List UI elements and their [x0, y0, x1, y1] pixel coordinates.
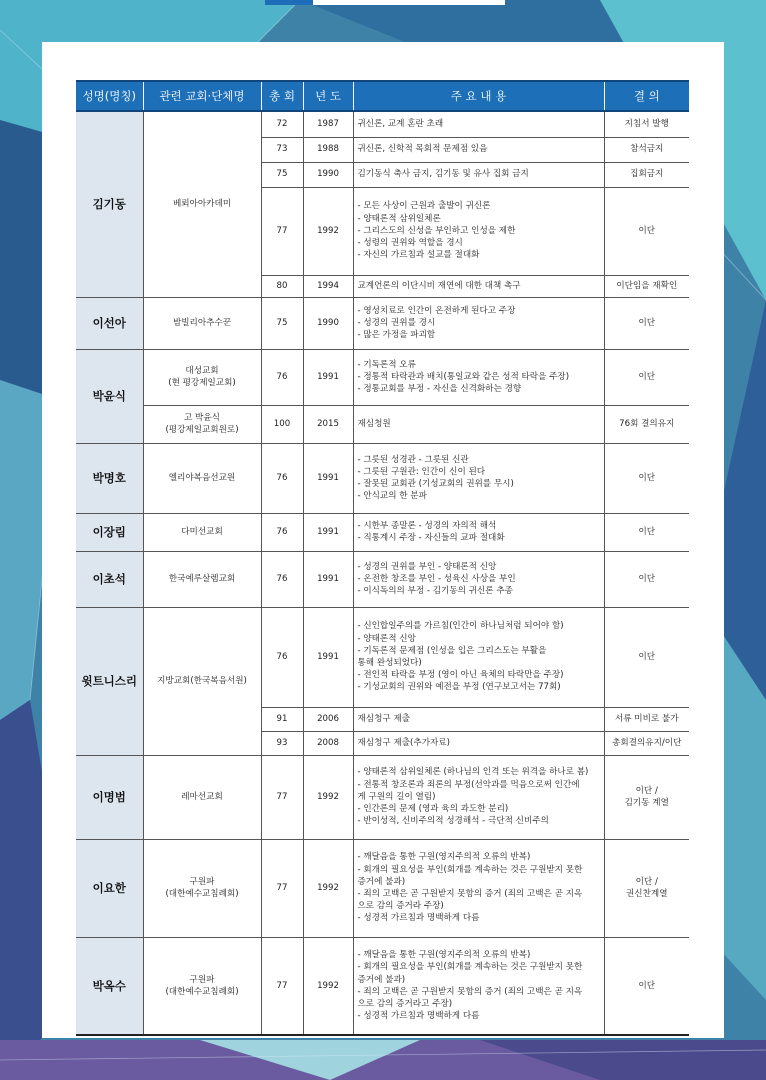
header-content: 주 요 내 용 — [353, 81, 604, 111]
session-number: 75 — [261, 162, 303, 187]
table-row — [76, 297, 689, 349]
year: 1990 — [303, 162, 353, 187]
year: 1994 — [303, 275, 353, 297]
content: - 깨달음을 통한 구원(영지주의적 오류의 반복) - 회개의 필요성을 부인(회개를 계속하는 것은 구원받지 못한 증거에 불과) - 죄의 고백은 곧 구원받지 못함의 증거 (죄의 고백은 곧 지옥 으로 감의 증거라 주장) - 성경적 가르침과 명백하게 다름 — [353, 839, 604, 937]
table-row — [76, 443, 689, 513]
decision: 이단 — [604, 513, 689, 551]
document-card — [42, 42, 724, 1038]
church-name: 고 박윤식 (평강제일교회원로) — [143, 405, 261, 443]
decision: 이단 — [604, 607, 689, 707]
year: 1991 — [303, 607, 353, 707]
content: - 기독론적 오류 - 정통적 타락관과 배치(통일교와 같은 성적 타락을 주장) - 정통교회를 부정 - 자신을 신격화하는 경향 — [353, 349, 604, 405]
church-name: 레마선교회 — [143, 755, 261, 839]
person-name: 김기동 — [76, 111, 143, 297]
decision: 이단임을 재확인 — [604, 275, 689, 297]
year: 1991 — [303, 513, 353, 551]
year: 1991 — [303, 443, 353, 513]
decision: 이단 — [604, 443, 689, 513]
table-row — [76, 111, 689, 137]
year: 1988 — [303, 137, 353, 162]
year: 1991 — [303, 551, 353, 607]
content: - 양태론적 삼위일체론 (하나님의 인격 또는 위격을 하나로 봄) - 전통적 창조론과 죄론의 부정(선악과를 먹음으로써 인간에 게 구원의 길이 열림) - 인간론의 문제 (영과 육의 과도한 분리) - 반이성적, 신비주의적 성경해석 - 극단적 신비주의 — [353, 755, 604, 839]
table-row — [76, 349, 689, 405]
decision: 총회결의유지/이단 — [604, 731, 689, 755]
church-name: 대성교회 (현 평강제일교회) — [143, 349, 261, 405]
year: 2008 — [303, 731, 353, 755]
content: - 신인합일주의를 가르침(인간이 하나님처럼 되어야 함) - 양태론적 신앙 - 기독론적 문제점 (인성을 입은 그리스도는 부활을 통해 완성되었다) - 전인적 타락을 부정 (영이 아닌 육체의 타락만을 주장) - 기성교회의 권위와 예전을 부정 (연구보고서는 77회) — [353, 607, 604, 707]
content: 김기동식 축사 금지, 김기동 및 유사 집회 금지 — [353, 162, 604, 187]
session-number: 75 — [261, 297, 303, 349]
content: 재심청구 제출 — [353, 707, 604, 731]
table-row — [76, 607, 689, 707]
content: 귀신론, 신학적 목회적 문제점 있음 — [353, 137, 604, 162]
church-name: 밤빌리아추수꾼 — [143, 297, 261, 349]
year: 2015 — [303, 405, 353, 443]
header-name: 성명(명칭) — [76, 81, 143, 111]
table-header-row — [76, 81, 689, 111]
person-name: 윗트니스리 — [76, 607, 143, 755]
session-number: 76 — [261, 349, 303, 405]
heresy-resolutions-table — [76, 80, 689, 1036]
decision: 서류 미비로 불가 — [604, 707, 689, 731]
table-row — [76, 405, 689, 443]
table-row — [76, 551, 689, 607]
church-name: 지방교회(한국복음서원) — [143, 607, 261, 755]
session-number: 93 — [261, 731, 303, 755]
table-row — [76, 755, 689, 839]
content: - 영성치료로 인간이 온전하게 된다고 주장 - 성경의 권위를 경시 - 많은 가정을 파괴함 — [353, 297, 604, 349]
session-number: 76 — [261, 551, 303, 607]
decision: 이단 / 김기동 계열 — [604, 755, 689, 839]
year: 1992 — [303, 937, 353, 1035]
session-number: 80 — [261, 275, 303, 297]
decision: 지침서 발행 — [604, 111, 689, 137]
content: 교계언론의 이단시비 재연에 대한 대책 촉구 — [353, 275, 604, 297]
person-name: 이초석 — [76, 551, 143, 607]
church-name: 구원파 (대한예수교침례회) — [143, 839, 261, 937]
decision: 이단 — [604, 187, 689, 275]
person-name: 박명호 — [76, 443, 143, 513]
church-name: 다미선교회 — [143, 513, 261, 551]
table-row — [76, 937, 689, 1035]
top-accent-bar — [265, 0, 505, 5]
session-number: 76 — [261, 607, 303, 707]
year: 1987 — [303, 111, 353, 137]
table-row — [76, 839, 689, 937]
church-name: 구원파 (대한예수교침례회) — [143, 937, 261, 1035]
year: 2006 — [303, 707, 353, 731]
person-name: 이명범 — [76, 755, 143, 839]
header-church: 관련 교회·단체명 — [143, 81, 261, 111]
session-number: 77 — [261, 755, 303, 839]
person-name: 박옥수 — [76, 937, 143, 1035]
content: - 그릇된 성경관 - 그릇된 신관 - 그릇된 구원관: 인간이 신이 된다 - 잘못된 교회관 (기성교회의 권위를 무시) - 안식교의 한 분파 — [353, 443, 604, 513]
decision: 이단 — [604, 937, 689, 1035]
content: - 시한부 종말론 - 성경의 자의적 해석 - 직통계시 주장 - 자신들의 교파 절대화 — [353, 513, 604, 551]
content: - 모든 사상이 근원과 출발이 귀신론 - 양태론적 삼위일체론 - 그리스도의 신성을 부인하고 인성을 제한 - 성령의 권위와 역할을 경시 - 자신의 가르침과 설교를 절대화 — [353, 187, 604, 275]
session-number: 100 — [261, 405, 303, 443]
church-name: 한국예루살렘교회 — [143, 551, 261, 607]
content: 귀신론, 교계 혼란 초래 — [353, 111, 604, 137]
decision: 76회 결의유지 — [604, 405, 689, 443]
decision: 이단 — [604, 297, 689, 349]
session-number: 76 — [261, 513, 303, 551]
person-name: 이요한 — [76, 839, 143, 937]
content: 재심청원 — [353, 405, 604, 443]
year: 1992 — [303, 839, 353, 937]
decision: 집회금지 — [604, 162, 689, 187]
year: 1992 — [303, 187, 353, 275]
year: 1992 — [303, 755, 353, 839]
content: 재심청구 제출(추가자료) — [353, 731, 604, 755]
content: - 성경의 권위를 부인 - 양태론적 신앙 - 온전한 창조를 부인 - 성육신 사상을 부인 - 이식독의의 부정 - 김기동의 귀신론 추종 — [353, 551, 604, 607]
session-number: 73 — [261, 137, 303, 162]
church-name: 엘리야복음선교원 — [143, 443, 261, 513]
table-row — [76, 513, 689, 551]
decision: 이단 / 권신찬계열 — [604, 839, 689, 937]
header-session: 총 회 — [261, 81, 303, 111]
decision: 이단 — [604, 349, 689, 405]
content: - 깨달음을 통한 구원(영지주의적 오류의 반복) - 회개의 필요성을 부인(회개를 계속하는 것은 구원받지 못한 증거에 불과) - 죄의 고백은 곧 구원받지 못함의 증거 (죄의 고백은 곧 지옥 으로 감의 증거라고 주장) - 성경적 가르침과 명백하게 다름 — [353, 937, 604, 1035]
decision: 이단 — [604, 551, 689, 607]
session-number: 77 — [261, 839, 303, 937]
session-number: 77 — [261, 187, 303, 275]
session-number: 76 — [261, 443, 303, 513]
session-number: 77 — [261, 937, 303, 1035]
year: 1990 — [303, 297, 353, 349]
session-number: 72 — [261, 111, 303, 137]
header-year: 년 도 — [303, 81, 353, 111]
person-name: 박윤식 — [76, 349, 143, 443]
header-decision: 결 의 — [604, 81, 689, 111]
decision: 참석금지 — [604, 137, 689, 162]
person-name: 이선아 — [76, 297, 143, 349]
year: 1991 — [303, 349, 353, 405]
church-name: 베뢰아아카데미 — [143, 111, 261, 297]
person-name: 이장림 — [76, 513, 143, 551]
session-number: 91 — [261, 707, 303, 731]
